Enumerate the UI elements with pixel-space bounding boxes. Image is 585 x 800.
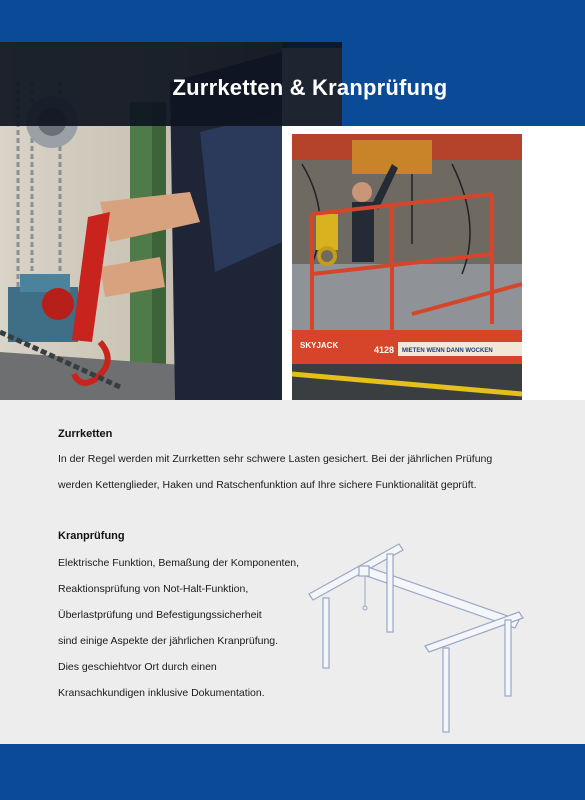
crane-illustration <box>305 536 530 736</box>
section-text-line: Elektrische Funktion, Bemaßung der Komponenten, <box>58 557 300 569</box>
page-title: Zurrketten & Kranprüfung <box>172 75 448 100</box>
photo-crane-inspection <box>292 134 522 400</box>
top-color-band <box>0 0 585 48</box>
section-heading-zurrketten: Zurrketten <box>58 428 113 440</box>
lift-number-text: 4128 <box>374 345 395 355</box>
bottom-color-band <box>0 744 585 800</box>
section-text-line: In der Regel werden mit Zurrketten sehr schwere Lasten gesichert. Bei der jährlichen Prüfung <box>58 453 493 465</box>
lift-brand-text: SKYJACK <box>300 341 339 350</box>
section-text-line: werden Kettenglieder, Haken und Ratschenfunktion auf Ihre sichere Funktionalität geprüft. <box>58 479 477 491</box>
lift-banner-text: MIETEN WENN DANN WOCKEN <box>402 348 493 354</box>
section-text-line: sind einige Aspekte der jährlichen Kranprüfung. <box>58 635 279 647</box>
section-text-line: Überlastprüfung und Befestigungssicherheit <box>58 609 262 621</box>
section-text-line: Reaktionsprüfung von Not-Halt-Funktion, <box>58 583 249 595</box>
section-text-line: Kransachkundigen inklusive Dokumentation. <box>58 687 265 699</box>
section-heading-kranpruefung: Kranprüfung <box>58 530 125 542</box>
section-text-line: Dies geschiehtvor Ort durch einen <box>58 661 217 673</box>
